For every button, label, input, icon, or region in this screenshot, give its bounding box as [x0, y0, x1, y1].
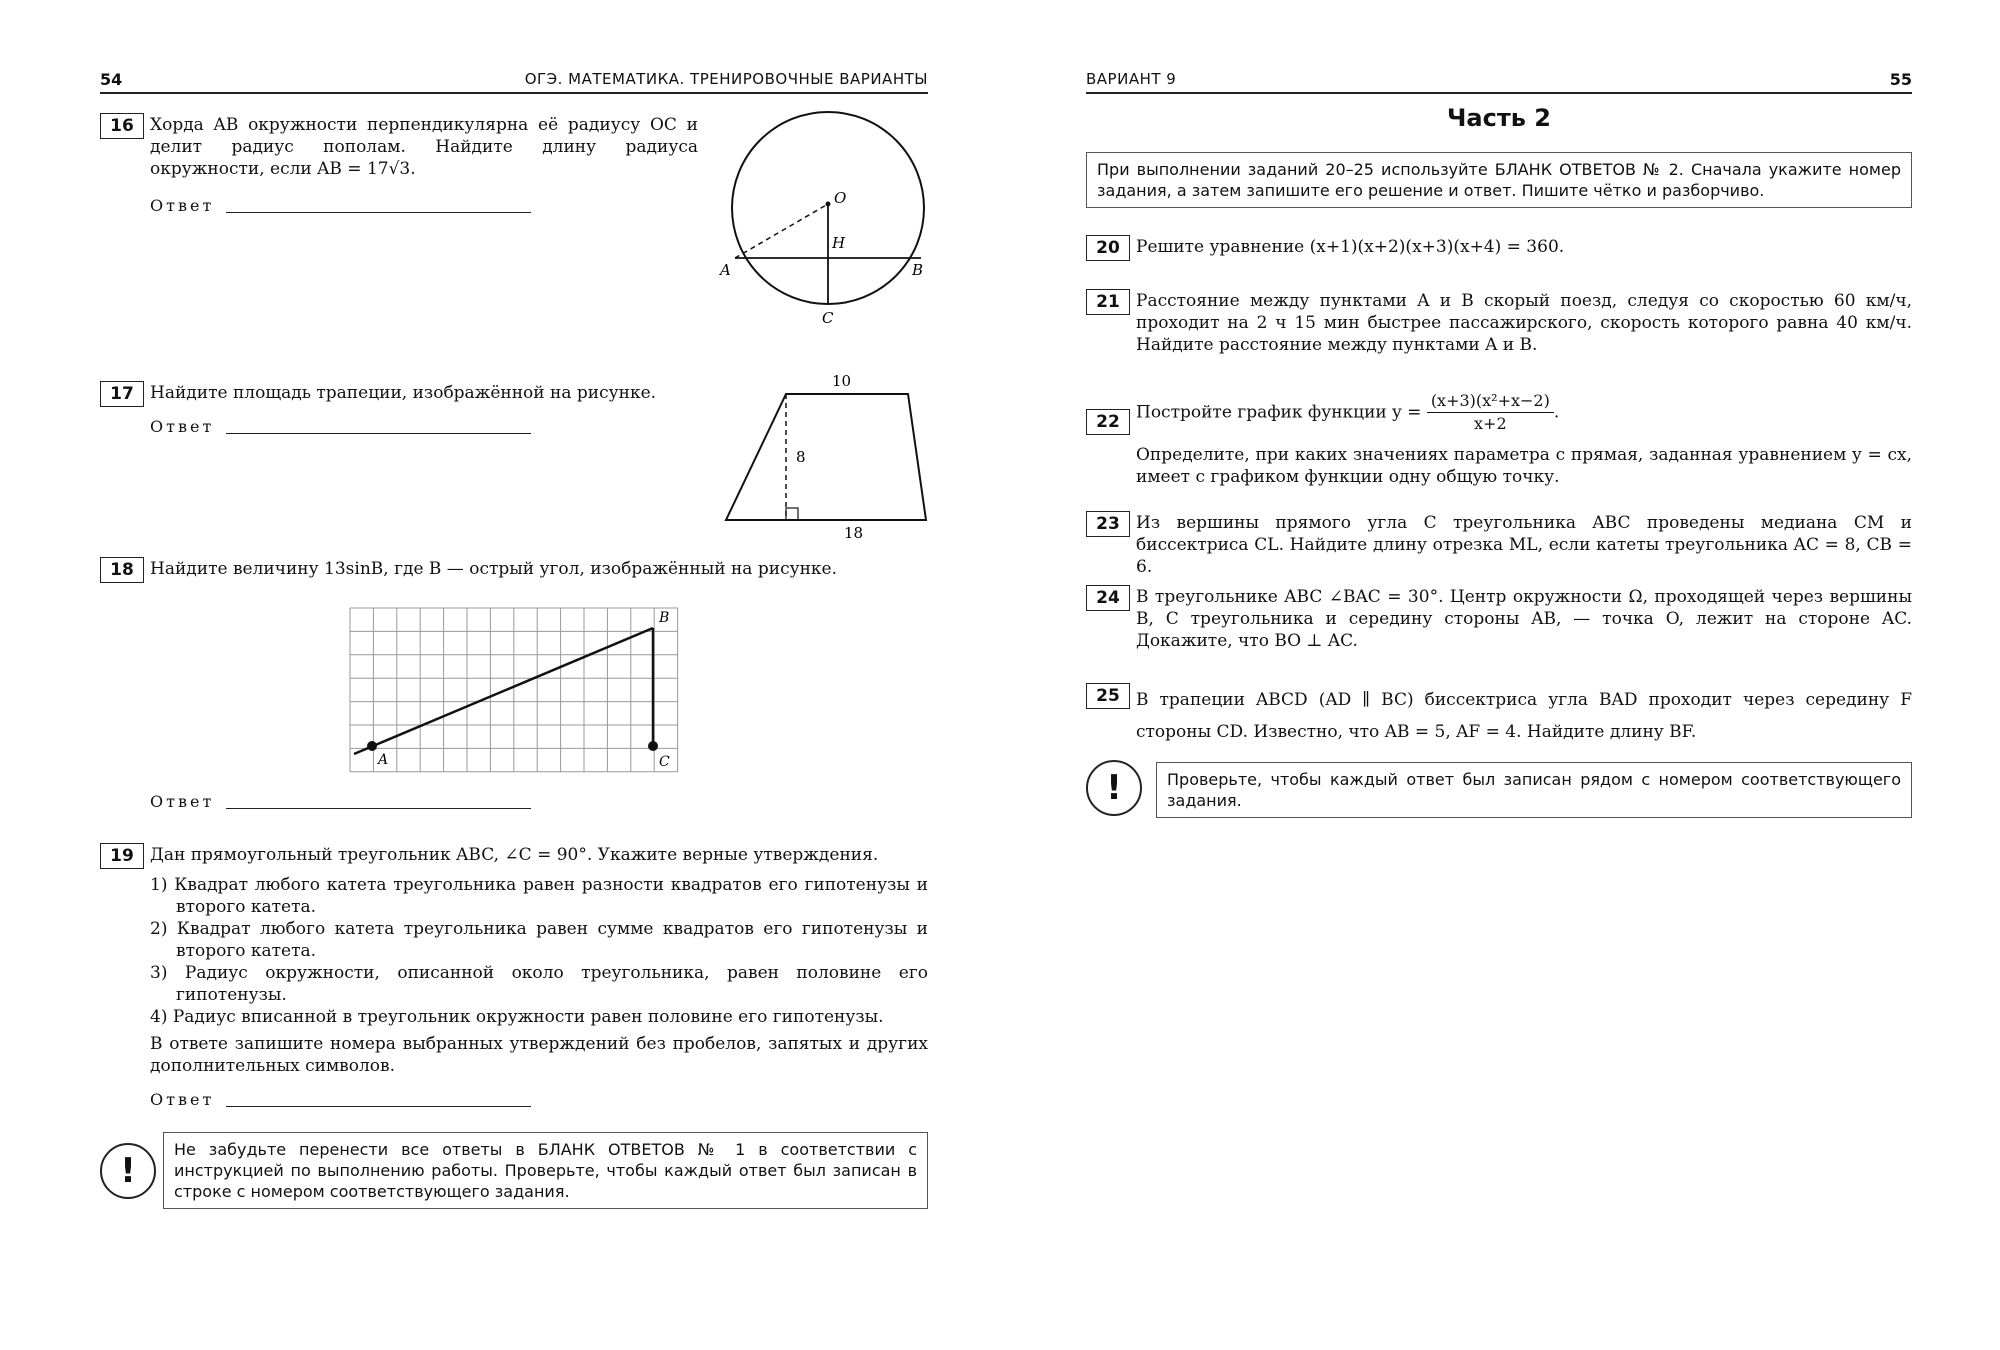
- note-box: Проверьте, чтобы каждый ответ был записан рядом с номером соответствующего задания.: [1156, 762, 1912, 818]
- task-text: Найдите величину 13sinB, где B — острый угол, изображённый на рисунке.: [150, 559, 838, 579]
- radius-oa: [735, 204, 828, 258]
- answer-line[interactable]: [226, 433, 531, 434]
- answer-label: Ответ: [150, 792, 215, 811]
- task-number: 25: [1086, 683, 1130, 709]
- task-text: Расстояние между пунктами A и B скорый поезд, следуя со скоростью 60 км/ч, проходит на 2 ч 15 мин быстрее пассажирского, скорость которого равна 40 км/ч. Найдите расстояние между пунктами A и B.: [1136, 291, 1912, 355]
- task-text: Найдите площадь трапеции, изображённой на рисунке.: [150, 383, 657, 403]
- answer-field[interactable]: [150, 196, 214, 215]
- task-text: Из вершины прямого угла C треугольника ABC проведены медиана CM и биссектриса CL. Найдите длину отрезка ML, если катеты треугольника AC = 8, CB = 6.: [1136, 513, 1912, 577]
- circle-figure: [718, 108, 940, 340]
- label-b: B: [659, 610, 670, 626]
- task-number: 20: [1086, 235, 1130, 261]
- answer-field[interactable]: [150, 792, 214, 811]
- statement-item: 4) Радиус вписанной в треугольник окружности равен половине его гипотенузы.: [150, 1007, 884, 1027]
- point-a: [367, 741, 377, 751]
- label-c: C: [659, 754, 670, 770]
- fraction-denominator: x+2: [1474, 414, 1507, 433]
- task-text: Хорда AB окружности перпендикулярна её радиусу OC и делит радиус пополам. Найдите длину радиуса окружности, если AB = 17√3.: [150, 115, 698, 179]
- grid-figure: [346, 604, 682, 776]
- trapezoid-figure: [718, 368, 940, 544]
- task-number: 22: [1086, 409, 1130, 435]
- right-angle-mark: [786, 508, 798, 520]
- fraction-numerator: (x+3)(x²+x−2): [1427, 390, 1554, 413]
- page-number: 54: [100, 70, 123, 89]
- label-a: A: [378, 752, 389, 768]
- task-number: 19: [100, 843, 144, 869]
- statement-item: 3) Радиус окружности, описанной около треугольника, равен половине его гипотенузы.: [150, 963, 928, 1005]
- task-text: Решите уравнение (x+1)(x+2)(x+3)(x+4) = 360.: [1136, 237, 1565, 257]
- task-number: 18: [100, 557, 144, 583]
- page-header: [100, 66, 928, 94]
- task-number: 24: [1086, 585, 1130, 611]
- page-header: [1086, 66, 1912, 94]
- label-h: H: [832, 234, 846, 252]
- task-text: В трапеции ABCD (AD ∥ BC) биссектриса угла BAD проходит через середину F стороны CD. Известно, что AB = 5, AF = 4. Найдите длину BF.: [1136, 690, 1912, 742]
- function-prefix: Постройте график функции y =: [1136, 402, 1422, 423]
- answer-line[interactable]: [226, 808, 531, 809]
- note-box: Не забудьте перенести все ответы в БЛАНК ОТВЕТОВ № 1 в соответствии с инструкцией по выполнению работы. Проверьте, чтобы каждый ответ был записан в строке с номером соответствующего задания.: [163, 1132, 928, 1209]
- trapezoid: [726, 394, 926, 520]
- task-text: Определите, при каких значениях параметра c прямая, заданная уравнением y = cx, имеет с графиком функции одну общую точку.: [1136, 445, 1912, 487]
- label-bottom: 18: [844, 524, 864, 542]
- label-a: A: [720, 261, 731, 279]
- task-number: 23: [1086, 511, 1130, 537]
- page-number: 55: [1889, 70, 1912, 89]
- answer-line[interactable]: [226, 1106, 531, 1107]
- answer-line[interactable]: [226, 212, 531, 213]
- statement-list: [150, 874, 928, 1028]
- label-o: O: [834, 189, 847, 207]
- part-title: Часть 2: [1447, 104, 1551, 132]
- instruction-text: В ответе запишите номера выбранных утверждений без пробелов, запятых и других дополнительных символов.: [150, 1034, 928, 1076]
- task-text: Постройте график функции y = $\frac{\text{(x+3)(x²+x−2)}}{x+2}$ .: [1136, 391, 1560, 433]
- task-text: В треугольнике ABC ∠BAC = 30°. Центр окружности Ω, проходящей через вершины B, C треугольника и середину стороны AB, — точка O, лежит на стороне AC. Докажите, что BO ⊥ AC.: [1136, 587, 1912, 651]
- center-point: [826, 202, 831, 207]
- statement-item: 1) Квадрат любого катета треугольника равен разности квадратов его гипотенузы и второго катета.: [150, 875, 928, 917]
- warning-icon: !: [1086, 760, 1142, 816]
- answer-field[interactable]: [150, 1090, 214, 1109]
- instruction-box: При выполнении заданий 20–25 используйте БЛАНК ОТВЕТОВ № 2. Сначала укажите номер задания, а затем запишите его решение и ответ. Пишите чётко и разборчиво.: [1086, 152, 1912, 208]
- task-number: 21: [1086, 289, 1130, 315]
- right-page: [1000, 0, 2000, 1350]
- task-number: 17: [100, 381, 144, 407]
- header-title: ВАРИАНТ 9: [1086, 70, 1177, 88]
- fraction: [1427, 390, 1554, 435]
- answer-label: Ответ: [150, 417, 215, 436]
- label-height: 8: [796, 448, 806, 466]
- label-b: B: [912, 261, 924, 279]
- grid: [350, 608, 678, 772]
- answer-field[interactable]: [150, 417, 214, 436]
- task-text: Дан прямоугольный треугольник ABC, ∠C = 90°. Укажите верные утверждения.: [150, 845, 879, 865]
- label-c: C: [822, 309, 834, 327]
- point-c: [648, 741, 658, 751]
- answer-label: Ответ: [150, 1090, 215, 1109]
- header-title: ОГЭ. МАТЕМАТИКА. ТРЕНИРОВОЧНЫЕ ВАРИАНТЫ: [524, 70, 928, 88]
- segment-ab: [354, 628, 653, 754]
- answer-label: Ответ: [150, 196, 215, 215]
- statement-item: 2) Квадрат любого катета треугольника равен сумме квадратов его гипотенузы и второго катета.: [150, 919, 928, 961]
- task-number: 16: [100, 113, 144, 139]
- warning-icon: !: [100, 1143, 156, 1199]
- label-top: 10: [832, 372, 852, 390]
